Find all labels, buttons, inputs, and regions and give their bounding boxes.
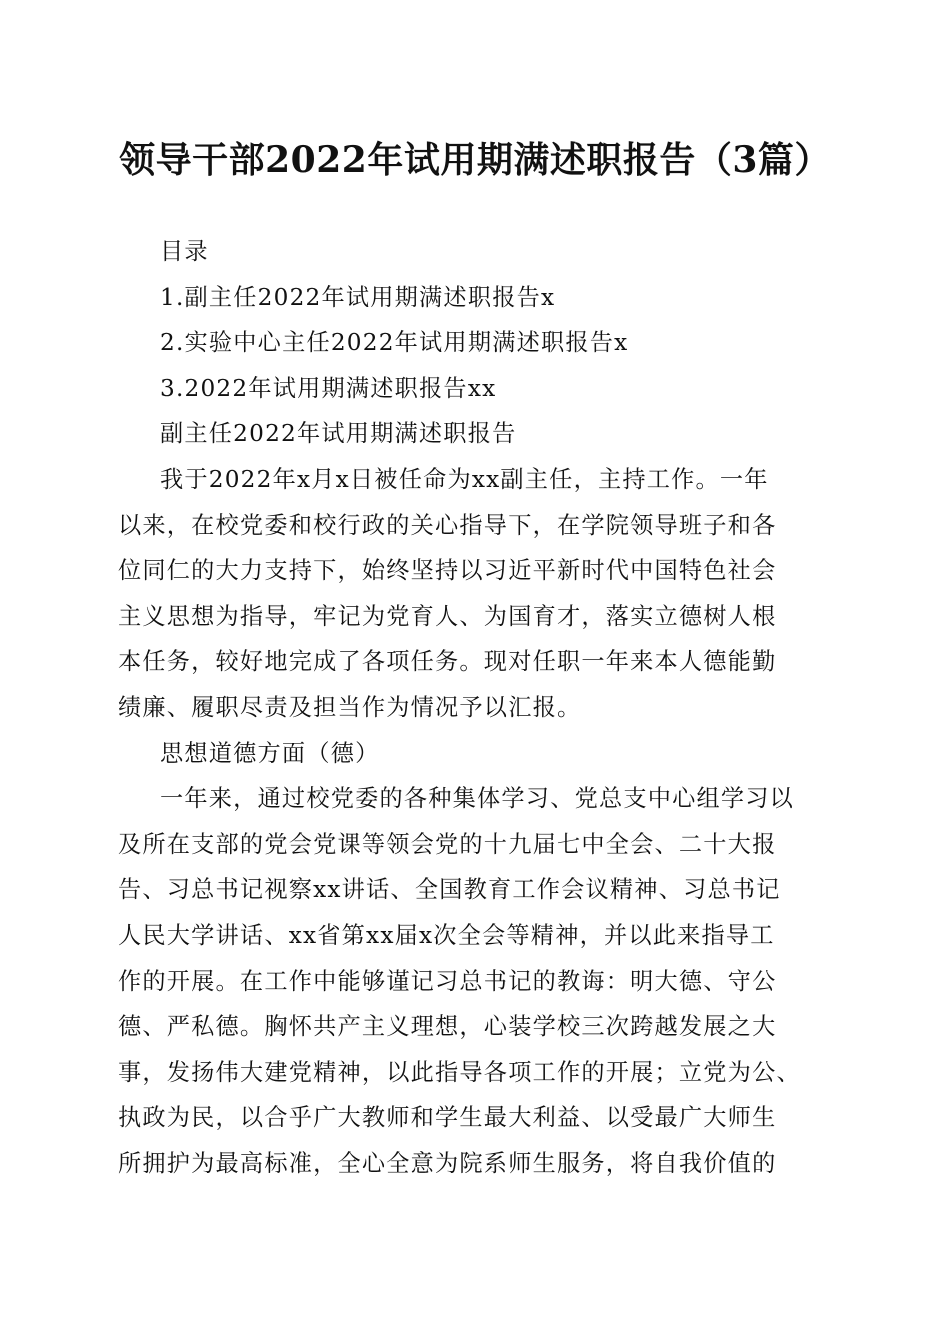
document-title: 领导干部2022年试用期满述职报告（3篇） [119,139,831,181]
toc-item: 2.实验中心主任2022年试用期满述职报告x [160,329,629,357]
section-heading: 副主任2022年试用期满述职报告 [160,420,517,448]
toc-item: 1.副主任2022年试用期满述职报告x [160,283,556,311]
paragraph-line: 绩廉、履职尽责及担当作为情况予以汇报。 [118,693,582,721]
paragraph-line: 德、严私德。胸怀共产主义理想，心装学校三次跨越发展之大 [118,1013,777,1041]
paragraph-line: 执政为民，以合乎广大教师和学生最大利益、以受最广大师生 [118,1104,777,1132]
paragraph-line: 作的开展。在工作中能够谨记习总书记的教诲：明大德、守公 [118,967,777,995]
document-body [118,229,840,1186]
paragraph-line: 位同仁的大力支持下，始终坚持以习近平新时代中国特色社会 [118,557,777,585]
toc-heading: 目录 [160,238,209,265]
paragraph-line: 一年来，通过校党委的各种集体学习、党总支中心组学习以 [160,785,795,813]
paragraph-line: 及所在支部的党会党课等领会党的十九届七中全会、二十大报 [118,830,777,858]
toc-item: 3.2022年试用期满述职报告xx [160,374,497,402]
paragraph-line: 我于2022年x月x日被任命为xx副主任，主持工作。一年 [160,465,769,493]
paragraph-line: 告、习总书记视察xx讲话、全国教育工作会议精神、习总书记 [118,876,781,904]
paragraph-line: 事，发扬伟大建党精神，以此指导各项工作的开展；立党为公、 [118,1058,801,1086]
paragraph-line: 主义思想为指导，牢记为党育人、为国育才，落实立德树人根 [118,602,777,630]
subsection-heading: 思想道德方面（德） [160,739,380,767]
paragraph-line: 所拥护为最高标准，全心全意为院系师生服务，将自我价值的 [118,1149,777,1177]
paragraph-line: 本任务，较好地完成了各项任务。现对任职一年来本人德能勤 [118,648,777,676]
paragraph-line: 以来，在校党委和校行政的关心指导下，在学院领导班子和各 [118,511,777,539]
paragraph-line: 人民大学讲话、xx省第xx届x次全会等精神，并以此来指导工 [118,921,775,949]
